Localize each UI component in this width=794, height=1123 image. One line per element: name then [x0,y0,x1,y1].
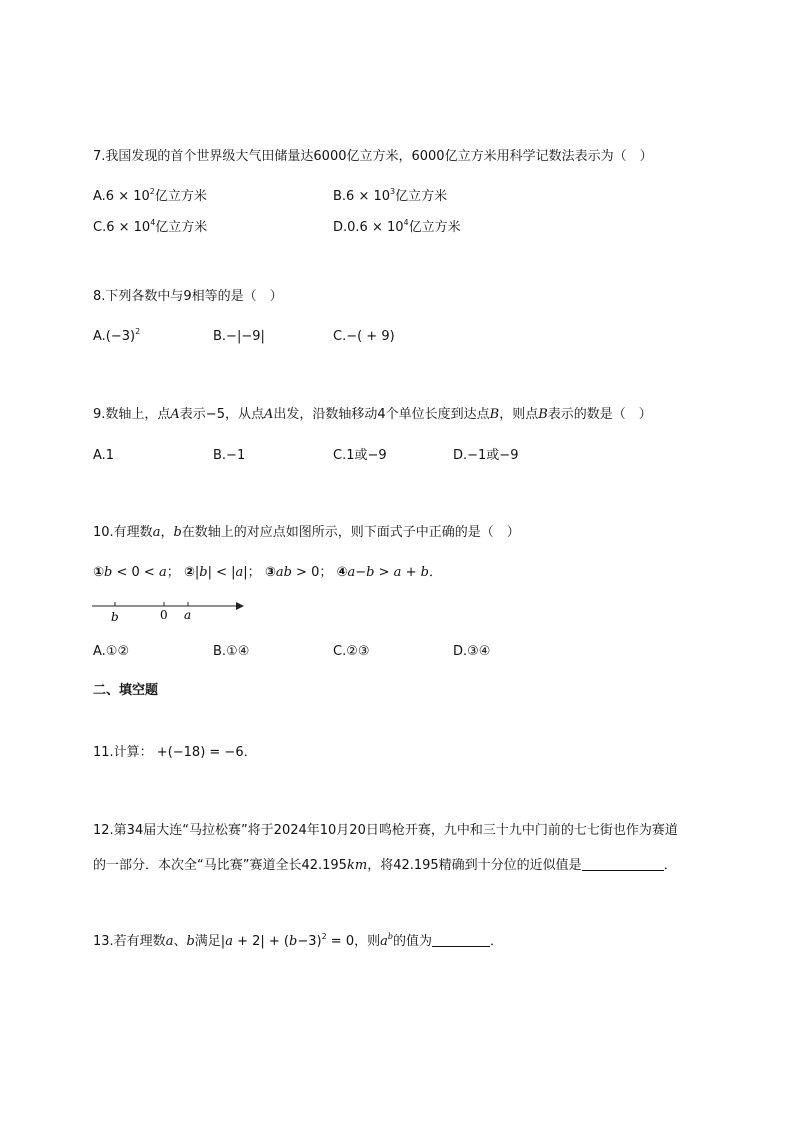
q8-option-a: $A.(-3)^2$ [93,327,141,344]
section-title-fill-blank: 二、填空题 [93,683,159,698]
label-a: a [184,608,192,622]
q8-option-b: B.−|−9| [213,329,265,344]
q11-text: 11.计算： +(−18) = −6． [93,745,257,760]
label-0: 0 [160,608,168,622]
q10-statements: ①b < 0 < a； ②|b| < |a|； ③ab > 0； ④a−b > a + b． [93,565,442,580]
q7-option-b: $B.6 \times 10^3$亿立方米 [333,187,448,204]
label-b: b [111,610,119,624]
q8-stem: 8.下列各数中与9相等的是（ ） [93,289,283,304]
q10-option-b: B.①④ [213,644,250,659]
q9-stem: 9.数轴上，点A表示−5，从点A出发，沿数轴移动4个单位长度到达点B，则点B表示的数是（ ） [93,407,652,422]
q9-option-b: B.−1 [213,448,246,463]
q10-stem: 10.有理数a，b在数轴上的对应点如图所示，则下面式子中正确的是（ ） [93,525,520,540]
q7-option-a: $A.6 \times 10^2$亿立方米 [93,187,207,204]
number-line-arrow [236,602,244,610]
q10-option-d: D.③④ [453,644,491,659]
q7-option-d: $D.0.6 \times 10^4$亿立方米 [333,218,461,235]
q12-line1: 12.第34届大连“马拉松赛”将于2024年10月20日鸣枪开赛，九中和三十九中门前的七七街也作为赛道 [93,823,678,838]
q8-option-c: C.−( + 9) [333,329,395,344]
q9-option-d: D.−1或−9 [453,448,519,463]
q12-answer-blank[interactable] [582,857,664,871]
q9-option-c: C.1或−9 [333,448,387,463]
number-line-figure [90,596,250,626]
q7-option-c: $C.6 \times 10^4$亿立方米 [93,218,208,235]
q7-stem: 7.我国发现的首个世界级大气田储量达6000亿立方米，6000亿立方米用科学记数法表示为（ ） [93,149,653,164]
q10-option-c: C.②③ [333,644,370,659]
q13-text: 13.若有理数a、b满足$|a + 2| + (b-3)^2 = 0$，则$a^b$的值为 ． [93,932,504,949]
q10-option-a: A.①② [93,644,130,659]
q13-answer-blank[interactable] [432,933,490,947]
q12-line2: 的一部分．本次全“马比赛”赛道全长42.195km，将42.195精确到十分位的近似值是 ． [93,858,677,873]
q9-option-a: A.1 [93,448,115,463]
